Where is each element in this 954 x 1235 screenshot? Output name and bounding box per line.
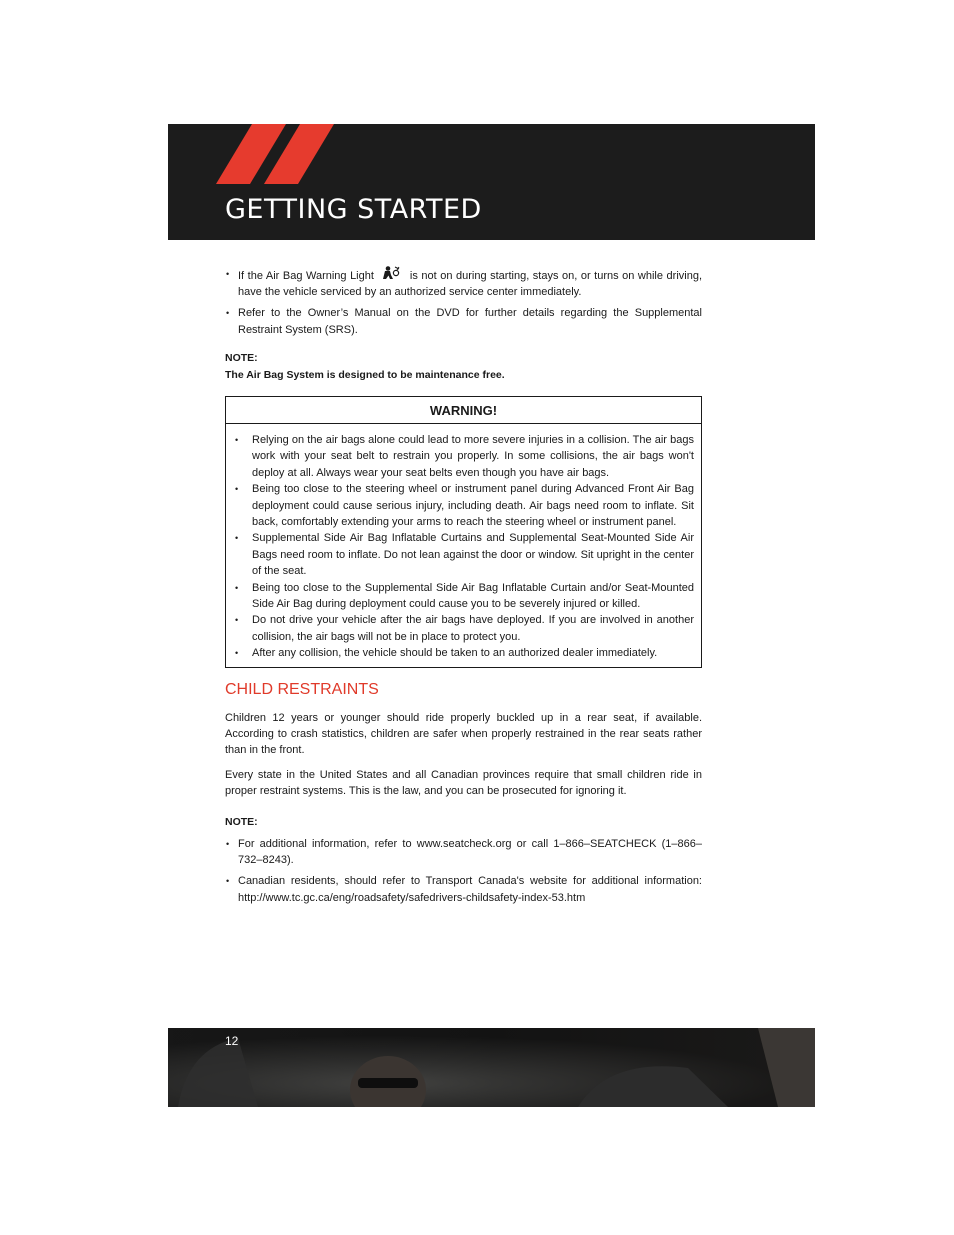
note-label: NOTE: — [225, 815, 258, 828]
warning-title: WARNING! — [226, 397, 701, 424]
section-title: CHILD RESTRAINTS — [225, 680, 379, 698]
note-label: NOTE: — [225, 352, 258, 365]
list-item: • If the Air Bag Warning Light is not on during starting, stays on, or turns on while driving, have the vehicle serviced by an authorized service center immediately. — [225, 266, 702, 301]
warning-item: • Do not drive your vehicle after the air bags have deployed. If you are involved in another collision, the air bags will not be in place to protect you. — [233, 612, 694, 645]
body-paragraph: Children 12 years or younger should ride properly buckled up in a rear seat, if available. According to crash statistics, children are safer when properly restrained in the rear seats rather than in the front. — [225, 711, 702, 757]
warning-list — [226, 424, 701, 667]
footer-photo-banner — [168, 1028, 815, 1107]
warning-item: • Supplemental Side Air Bag Inflatable Curtains and Supplemental Seat-Mounted Side Air Bags need room to inflate. Do not lean against the door or window. Sit upright in the center of the seat. — [233, 530, 694, 579]
list-item: • Canadian residents, should refer to Transport Canada's website for additional information: http://www.tc.gc.ca/eng/roadsafety/safedrivers-childsafety-index-53.htm — [225, 873, 702, 906]
warning-item: • Relying on the air bags alone could lead to more severe injuries in a collision. The air bags work with your seat belt to restrain you properly. In some collisions, the air bags won't deploy at all. Always wear your seat belts even though you have air bags. — [233, 432, 694, 481]
warning-item: • After any collision, the vehicle should be taken to an authorized dealer immediately. — [233, 645, 694, 661]
warning-item: • Being too close to the steering wheel or instrument panel during Advanced Front Air Bag deployment could cause serious injury, including death. Air bags need room to inflate. Sit back, comfortably extending your arms to reach the steering wheel or instrument panel. — [233, 481, 694, 530]
page-content — [225, 266, 702, 911]
racing-stripes-logo — [168, 124, 368, 184]
note-text: The Air Bag System is designed to be maintenance free. — [225, 368, 505, 381]
chapter-header — [168, 124, 815, 240]
list-item: • Refer to the Owner’s Manual on the DVD for further details regarding the Supplemental Restraint System (SRS). — [225, 305, 702, 338]
intro-list — [225, 266, 702, 338]
list-item: • For additional information, refer to www.seatcheck.org or call 1–866–SEATCHECK (1–866–732–8243). — [225, 836, 702, 869]
chapter-title: GETTING STARTED — [225, 194, 482, 225]
body-paragraph: Every state in the United States and all Canadian provinces require that small children ride in proper restraint systems. This is the law, and you can be prosecuted for ignoring it. — [225, 768, 702, 798]
warning-box — [225, 396, 702, 668]
airbag-warning-icon — [380, 266, 402, 280]
note-list — [225, 836, 702, 906]
page-number: 12 — [225, 1034, 239, 1048]
warning-item: • Being too close to the Supplemental Side Air Bag Inflatable Curtain and/or Seat-Mounted Side Air Bag during deployment could cause you to be severely injured or killed. — [233, 580, 694, 613]
driver-photo — [168, 1028, 815, 1107]
